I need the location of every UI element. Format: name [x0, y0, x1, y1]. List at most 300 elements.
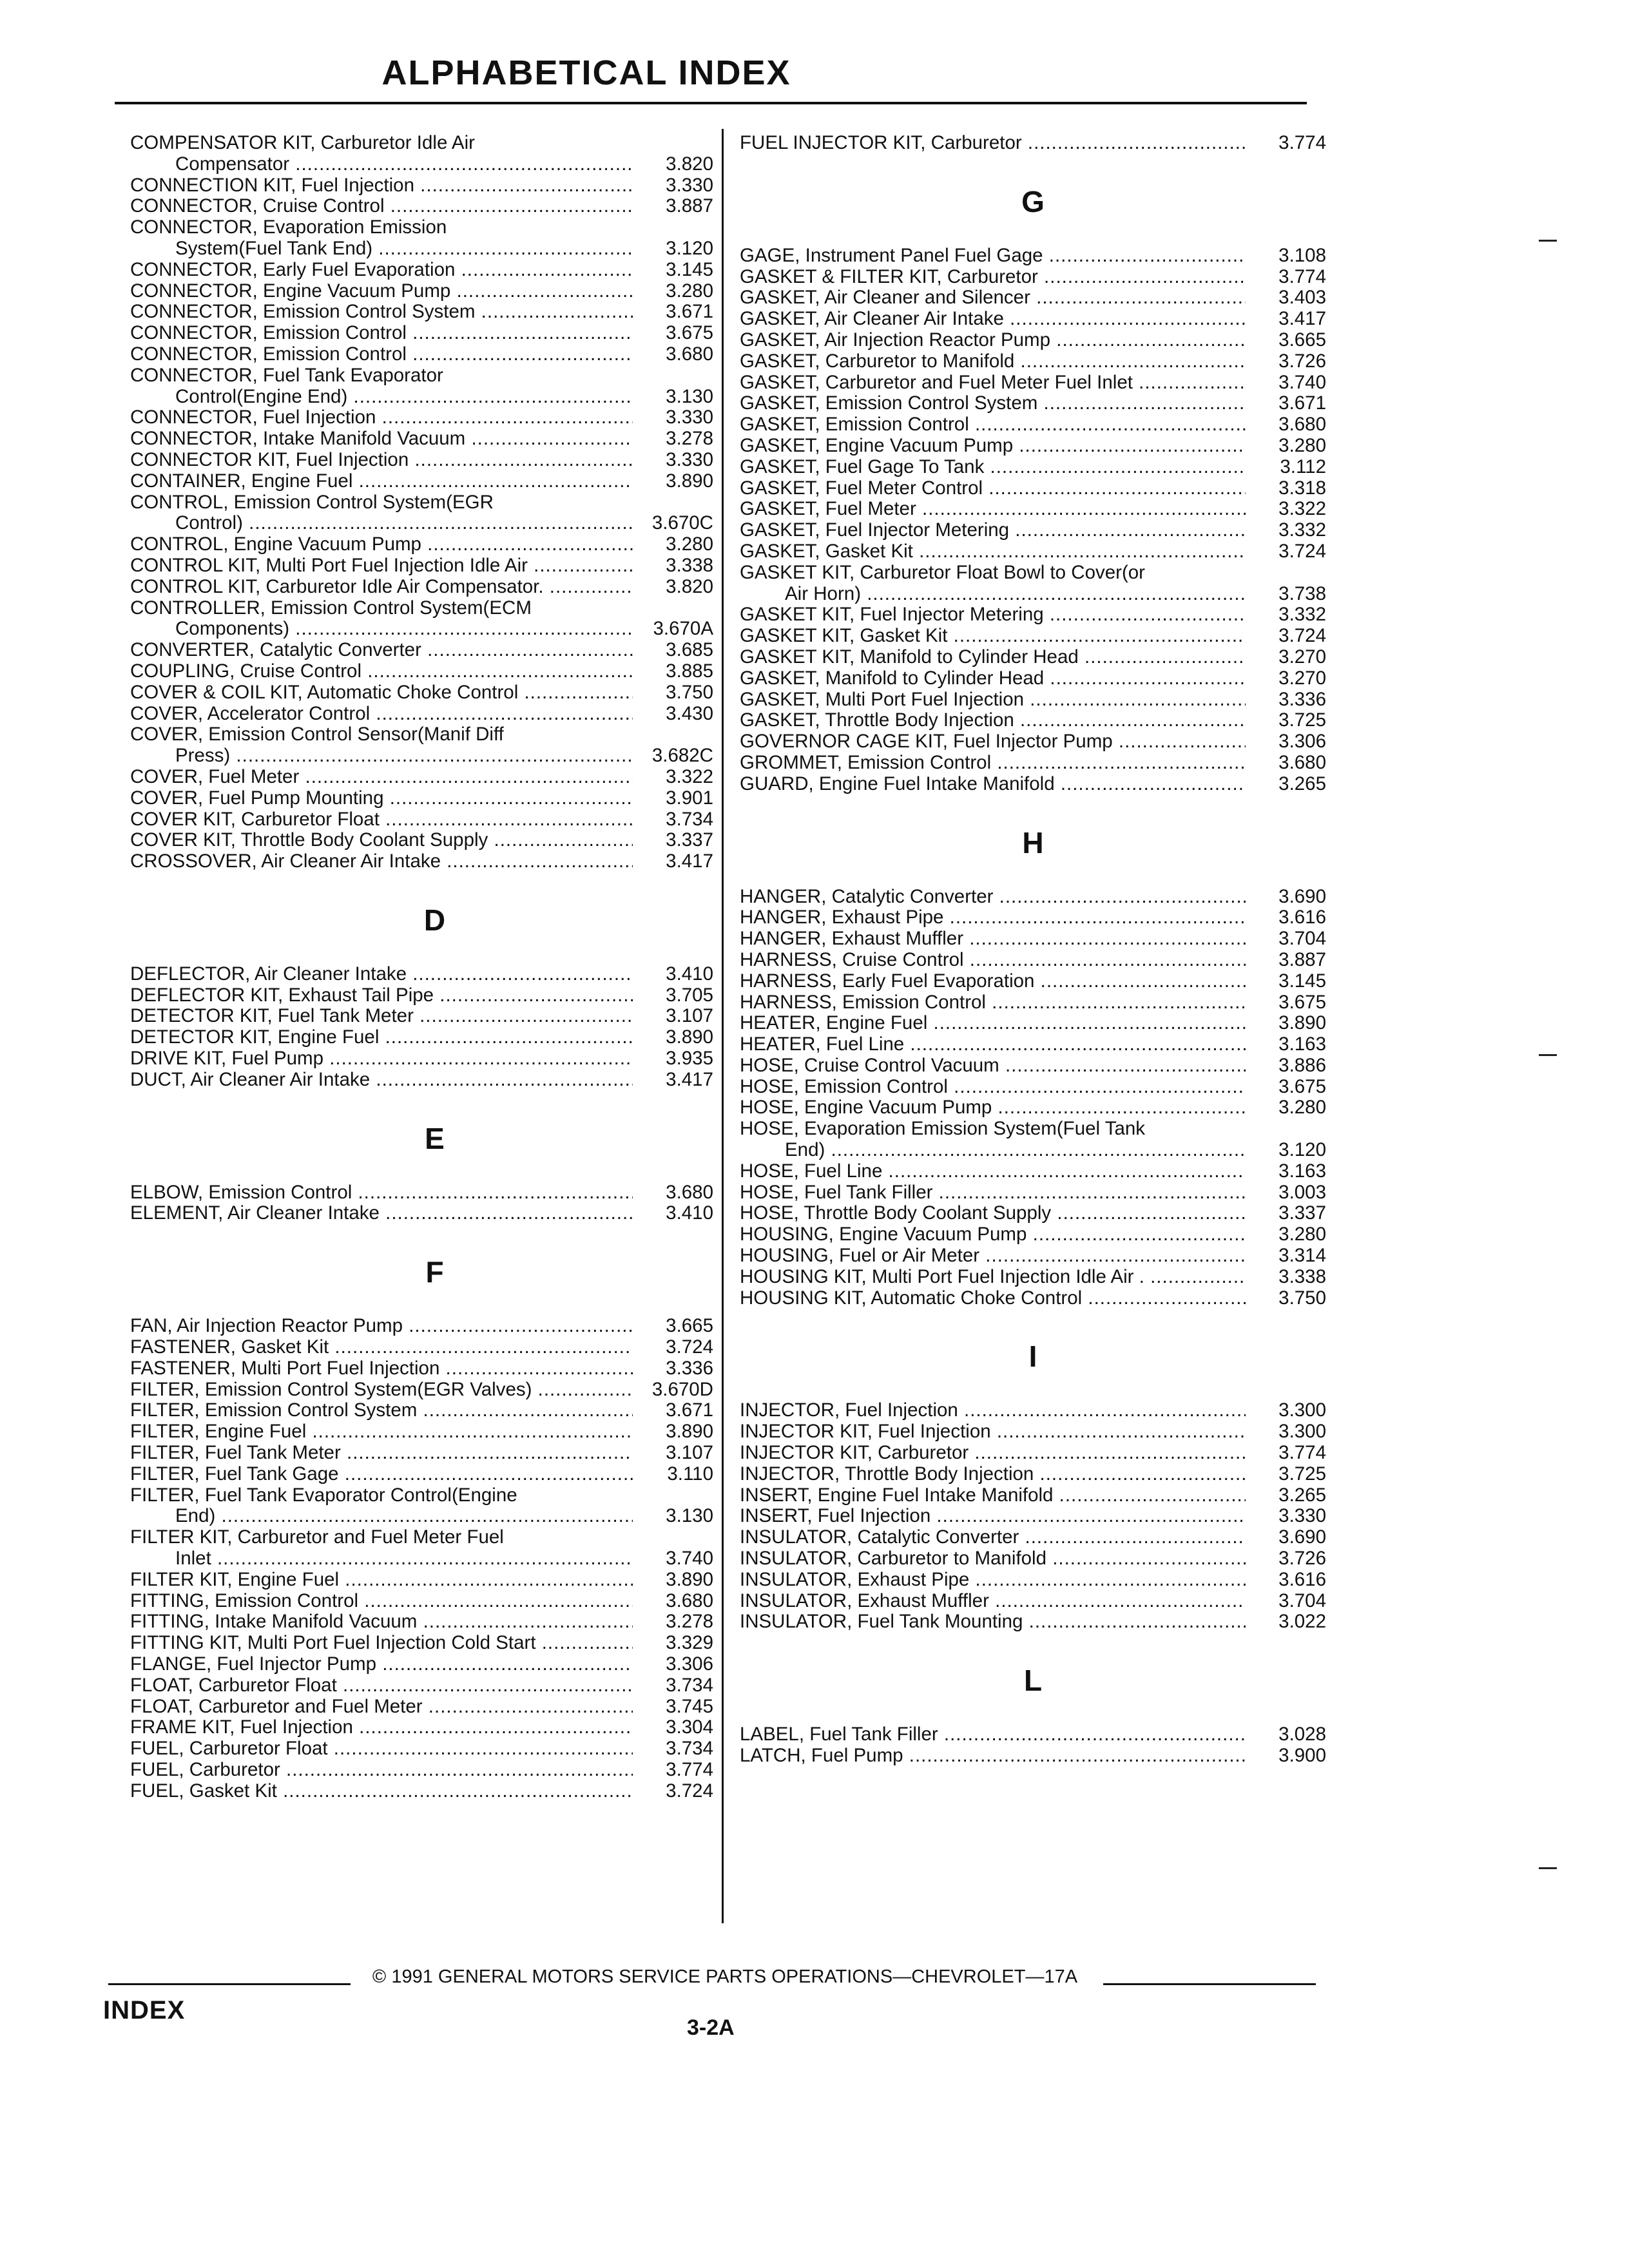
index-entry [130, 1400, 713, 1421]
entry-name: HARNESS, Early Fuel Evaporation [740, 970, 1035, 992]
index-entry [740, 562, 1326, 605]
index-entry [740, 393, 1326, 414]
entry-text [130, 851, 633, 872]
index-entry [740, 1464, 1326, 1485]
index-entry [740, 1097, 1326, 1119]
index-entry [130, 788, 713, 809]
entry-page-ref: 3.306 [1278, 731, 1326, 753]
entry-page-ref: 3.306 [666, 1653, 713, 1675]
entry-text [740, 1611, 1246, 1633]
entry-name: GAGE, Instrument Panel Fuel Gage [740, 245, 1043, 266]
index-entry [130, 1358, 713, 1379]
entry-name: DEFLECTOR KIT, Exhaust Tail Pipe [130, 985, 434, 1006]
index-entry [130, 640, 713, 661]
index-entry [740, 928, 1326, 950]
index-entry [740, 1224, 1326, 1245]
entry-text [130, 809, 633, 831]
entry-name: FASTENER, Multi Port Fuel Injection [130, 1358, 440, 1379]
index-entry [130, 1654, 713, 1675]
entry-name: CONTROL, Engine Vacuum Pump [130, 534, 421, 555]
entry-page-ref: 3.890 [666, 1421, 713, 1443]
entry-page-ref: 3.704 [1278, 1590, 1326, 1611]
margin-tick-mark [1539, 1867, 1557, 1869]
entry-text [740, 309, 1246, 330]
entry-name: FITTING, Intake Manifold Vacuum [130, 1611, 418, 1633]
entry-text [740, 604, 1246, 626]
entry-text [740, 1161, 1246, 1182]
entry-text [130, 175, 633, 197]
index-entry [130, 1337, 713, 1358]
index-entry [740, 287, 1326, 309]
entry-text [740, 1724, 1246, 1745]
entry-name: HOUSING KIT, Multi Port Fuel Injection Idle Air . [740, 1266, 1144, 1287]
entry-page-ref: 3.738 [1278, 582, 1326, 604]
entry-name: GASKET, Gasket Kit [740, 541, 913, 562]
entry-text [740, 753, 1246, 774]
entry-name: GASKET KIT, Fuel Injector Metering [740, 604, 1044, 626]
index-entry [740, 710, 1326, 731]
index-entry [740, 604, 1326, 626]
entry-page-ref: 3.685 [666, 639, 713, 661]
entry-page-ref: 3.003 [1278, 1181, 1326, 1203]
index-entry [130, 1070, 713, 1091]
entry-name: CONNECTOR, Emission Control System [130, 302, 476, 323]
entry-continuation: Control(Engine End) ..... [130, 387, 633, 408]
entry-text [130, 1316, 633, 1337]
entry-text [740, 351, 1246, 372]
entry-name: CONNECTOR, Emission Control [130, 343, 407, 365]
entry-page-ref: 3.740 [1278, 371, 1326, 393]
entry-text [740, 267, 1246, 288]
entry-name: CONNECTOR, Cruise Control [130, 196, 385, 217]
entry-text [740, 436, 1246, 457]
entry-page-ref: 3.417 [666, 850, 713, 872]
index-entry [740, 1245, 1326, 1267]
entry-page-ref: 3.336 [1278, 688, 1326, 710]
entry-text [740, 626, 1246, 647]
index-entry [740, 330, 1326, 351]
entry-text [130, 1696, 633, 1718]
entry-text [740, 689, 1246, 711]
entry-text [130, 640, 633, 661]
entry-text [130, 682, 633, 704]
entry-text [130, 1738, 633, 1760]
index-entry [740, 731, 1326, 753]
entry-name: FUEL, Gasket Kit [130, 1780, 277, 1802]
index-entry [740, 267, 1326, 288]
entry-page-ref: 3.725 [1278, 709, 1326, 731]
entry-text [130, 598, 633, 640]
entry-page-ref: 3.704 [1278, 928, 1326, 950]
entry-text [130, 1591, 633, 1612]
entry-text [740, 1097, 1246, 1119]
entry-text [740, 562, 1246, 605]
entry-page-ref: 3.885 [666, 660, 713, 682]
index-entry [740, 1119, 1326, 1161]
entry-page-ref: 3.145 [666, 258, 713, 280]
index-entry [740, 971, 1326, 992]
entry-name: INSULATOR, Exhaust Muffler [740, 1590, 989, 1611]
entry-continuation: System(Fuel Tank End) ..... [130, 238, 633, 260]
entry-name: DETECTOR KIT, Fuel Tank Meter [130, 1006, 414, 1027]
entry-name: HOSE, Cruise Control Vacuum [740, 1055, 999, 1076]
entry-text [130, 450, 633, 471]
entry-name: GASKET, Air Injection Reactor Pump [740, 329, 1051, 351]
entry-name: GOVERNOR CAGE KIT, Fuel Injector Pump [740, 731, 1113, 753]
entry-text [130, 964, 633, 985]
entry-page-ref: 3.107 [666, 1005, 713, 1027]
entry-page-ref: 3.900 [1278, 1745, 1326, 1767]
entry-text [740, 971, 1246, 992]
entry-text [740, 907, 1246, 928]
entry-name: GASKET KIT, Carburetor Float Bowl to Cover(or [740, 562, 1146, 583]
entry-page-ref: 3.750 [1278, 1287, 1326, 1309]
entry-page-ref: 3.304 [666, 1716, 713, 1738]
index-entry [130, 260, 713, 281]
entry-page-ref: 3.403 [1278, 287, 1326, 309]
section-letter-heading: L [1023, 1664, 1043, 1698]
entry-page-ref: 3.410 [666, 963, 713, 985]
index-entry [740, 1591, 1326, 1612]
index-entry [740, 753, 1326, 774]
entry-page-ref: 3.120 [666, 237, 713, 259]
entry-name: GASKET, Engine Vacuum Pump [740, 435, 1014, 456]
entry-page-ref: 3.330 [666, 174, 713, 196]
entry-continuation: Inlet ..... [130, 1548, 633, 1570]
entry-name: GASKET, Manifold to Cylinder Head [740, 668, 1045, 689]
margin-tick-mark [1539, 1054, 1557, 1056]
entry-text [740, 245, 1246, 267]
index-entry [740, 774, 1326, 795]
entry-text [130, 788, 633, 809]
index-entry [740, 414, 1326, 436]
index-entry [130, 217, 713, 260]
entry-name: FUEL INJECTOR KIT, Carburetor [740, 133, 1022, 153]
index-entry [130, 598, 713, 640]
entry-page-ref: 3.314 [1278, 1245, 1326, 1267]
entry-page-ref: 3.671 [1278, 392, 1326, 414]
entry-page-ref: 3.330 [666, 448, 713, 470]
entry-text [130, 1443, 633, 1464]
index-entry [130, 1611, 713, 1633]
entry-name: GASKET, Air Cleaner and Silencer [740, 287, 1030, 309]
entry-text [740, 668, 1246, 689]
index-entry [740, 1443, 1326, 1464]
entry-text [130, 1760, 633, 1781]
index-entry [130, 133, 713, 175]
index-entry [130, 661, 713, 682]
entry-name: CONTROLLER, Emission Control System(ECM [130, 597, 532, 619]
entry-name: INJECTOR, Fuel Injection [740, 1400, 958, 1421]
entry-text [740, 950, 1246, 971]
entry-name: LATCH, Fuel Pump [740, 1745, 903, 1767]
index-entry [130, 492, 713, 535]
index-entry [130, 1781, 713, 1802]
entry-text [740, 992, 1246, 1014]
entry-page-ref: 3.665 [666, 1315, 713, 1337]
entry-name: CONNECTOR, Engine Vacuum Pump [130, 280, 451, 302]
entry-text [130, 344, 633, 365]
index-entry [130, 1527, 713, 1570]
entry-continuation: Control) ..... [130, 513, 633, 534]
section-letter-heading: G [1021, 184, 1045, 218]
column-divider [722, 129, 724, 1923]
entry-text [740, 1013, 1246, 1034]
entry-name: INSULATOR, Exhaust Pipe [740, 1569, 970, 1590]
index-entry [740, 1034, 1326, 1055]
index-entry [740, 1527, 1326, 1548]
entry-page-ref: 3.337 [666, 829, 713, 851]
index-column-right [740, 133, 1326, 1767]
index-entry [740, 1288, 1326, 1309]
section-letter-heading: F [425, 1255, 444, 1289]
entry-page-ref: 3.901 [666, 787, 713, 809]
entry-page-ref: 3.680 [1278, 751, 1326, 773]
index-entry [740, 689, 1326, 711]
entry-name: FUEL, Carburetor [130, 1760, 280, 1780]
entry-page-ref: 3.329 [666, 1632, 713, 1654]
entry-text [130, 555, 633, 577]
margin-tick-mark [1539, 240, 1557, 242]
entry-page-ref: 3.675 [1278, 991, 1326, 1013]
entry-name: HOSE, Emission Control [740, 1076, 948, 1097]
index-entry [740, 1506, 1326, 1527]
entry-text [130, 260, 633, 281]
entry-page-ref: 3.890 [666, 470, 713, 492]
entry-page-ref: 3.935 [666, 1048, 713, 1070]
index-entry [130, 1182, 713, 1204]
index-entry [130, 534, 713, 555]
entry-name: FUEL, Carburetor Float [130, 1738, 328, 1760]
entry-name: HOSE, Evaporation Emission System(Fuel Tank [740, 1119, 1146, 1140]
entry-page-ref: 3.330 [1278, 1505, 1326, 1527]
entry-page-ref: 3.330 [666, 407, 713, 428]
entry-page-ref: 3.690 [1278, 1526, 1326, 1548]
entry-text [130, 534, 633, 555]
index-entry [130, 724, 713, 767]
entry-continuation: Components) ..... [130, 619, 633, 640]
entry-name: FITTING, Emission Control [130, 1590, 359, 1611]
index-entry [740, 1611, 1326, 1633]
entry-page-ref: 3.163 [1278, 1033, 1326, 1055]
index-entry [130, 830, 713, 851]
entry-page-ref: 3.680 [1278, 414, 1326, 436]
entry-page-ref: 3.887 [1278, 948, 1326, 970]
index-entry [130, 1379, 713, 1401]
entry-name: DRIVE KIT, Fuel Pump [130, 1048, 324, 1070]
entry-name: INSERT, Fuel Injection [740, 1506, 931, 1527]
index-entry [130, 196, 713, 217]
entry-text [740, 372, 1246, 394]
entry-text [740, 731, 1246, 753]
entry-page-ref: 3.774 [1278, 1442, 1326, 1464]
index-entry [740, 887, 1326, 908]
entry-page-ref: 3.734 [666, 808, 713, 830]
entry-name: FRAME KIT, Fuel Injection [130, 1717, 353, 1738]
entry-page-ref: 3.112 [1280, 456, 1326, 477]
index-entry [130, 1717, 713, 1738]
entry-name: ELEMENT, Air Cleaner Intake [130, 1203, 380, 1224]
index-entry [130, 555, 713, 577]
entry-page-ref: 3.890 [666, 1026, 713, 1048]
entry-text [740, 1400, 1246, 1421]
entry-text [130, 985, 633, 1006]
index-entry [740, 1485, 1326, 1506]
entry-page-ref: 3.270 [1278, 667, 1326, 689]
entry-text [740, 1119, 1246, 1161]
entry-page-ref: 3.725 [1278, 1463, 1326, 1485]
entry-page-ref: 3.820 [666, 153, 713, 175]
index-entry [740, 309, 1326, 330]
index-entry [740, 1182, 1326, 1204]
index-entry [130, 344, 713, 365]
index-entry [130, 407, 713, 428]
section-letter-heading: E [425, 1121, 445, 1155]
entry-text [130, 1400, 633, 1421]
entry-page-ref: 3.300 [1278, 1421, 1326, 1443]
entry-page-ref: 3.410 [666, 1202, 713, 1224]
entry-name: GASKET, Carburetor and Fuel Meter Fuel Inlet [740, 372, 1133, 393]
entry-text [130, 133, 633, 175]
index-entry [740, 1267, 1326, 1288]
entry-name: COVER KIT, Throttle Body Coolant Supply [130, 830, 488, 851]
entry-text [130, 1379, 633, 1401]
entry-page-ref: 3.671 [666, 301, 713, 323]
index-entry [130, 175, 713, 197]
entry-page-ref: 3.163 [1278, 1160, 1326, 1182]
index-entry [130, 1006, 713, 1027]
footer-page-number: 3-2A [687, 2015, 735, 2040]
entry-name: GROMMET, Emission Control [740, 752, 992, 773]
entry-page-ref: 3.120 [1278, 1139, 1326, 1161]
entry-name: GASKET, Throttle Body Injection [740, 710, 1014, 731]
index-entry [740, 351, 1326, 372]
entry-text [130, 1048, 633, 1070]
index-entry [130, 1760, 713, 1781]
entry-name: FILTER, Fuel Tank Gage [130, 1463, 339, 1485]
entry-page-ref: 3.300 [1278, 1399, 1326, 1421]
entry-continuation: Compensator ..... [130, 154, 633, 175]
entry-page-ref: 3.022 [1278, 1611, 1326, 1633]
entry-name: FLOAT, Carburetor and Fuel Meter [130, 1696, 423, 1717]
entry-text [130, 1421, 633, 1443]
entry-text [740, 393, 1246, 414]
entry-name: INJECTOR, Throttle Body Injection [740, 1463, 1034, 1485]
entry-page-ref: 3.740 [666, 1548, 713, 1570]
entry-text [740, 478, 1246, 499]
index-entry [130, 704, 713, 725]
entry-page-ref: 3.280 [666, 280, 713, 302]
index-entry [130, 767, 713, 788]
entry-text [740, 520, 1246, 541]
entry-name: HARNESS, Cruise Control [740, 949, 964, 970]
entry-page-ref: 3.336 [666, 1357, 713, 1379]
entry-page-ref: 3.332 [1278, 604, 1326, 626]
entry-page-ref: 3.745 [666, 1695, 713, 1717]
entry-page-ref: 3.107 [666, 1442, 713, 1464]
entry-name: COVER, Emission Control Sensor(Manif Diff [130, 724, 504, 745]
entry-name: CONVERTER, Catalytic Converter [130, 640, 421, 661]
entry-name: FASTENER, Gasket Kit [130, 1337, 329, 1358]
entry-text [740, 1548, 1246, 1570]
entry-page-ref: 3.774 [666, 1759, 713, 1780]
entry-name: CONNECTOR, Fuel Injection [130, 407, 376, 428]
entry-text [740, 457, 1246, 478]
index-column-left [130, 133, 713, 1802]
entry-name: COMPENSATOR KIT, Carburetor Idle Air [130, 133, 475, 153]
entry-name: GASKET, Fuel Meter [740, 499, 916, 520]
entry-name: CONNECTOR, Early Fuel Evaporation [130, 259, 456, 280]
entry-text [130, 217, 633, 260]
entry-page-ref: 3.616 [1278, 1568, 1326, 1590]
entry-name: FITTING KIT, Multi Port Fuel Injection Cold Start [130, 1633, 536, 1654]
entry-name: LABEL, Fuel Tank Filler [740, 1724, 938, 1745]
index-entry [740, 478, 1326, 499]
entry-name: GASKET, Multi Port Fuel Injection [740, 689, 1025, 710]
entry-name: ELBOW, Emission Control [130, 1182, 352, 1203]
entry-page-ref: 3.724 [1278, 540, 1326, 562]
entry-text [130, 724, 633, 767]
entry-page-ref: 3.724 [666, 1780, 713, 1802]
entry-page-ref: 3.682C [651, 745, 713, 767]
entry-page-ref: 3.110 [667, 1463, 713, 1485]
entry-page-ref: 3.774 [1278, 132, 1326, 153]
entry-page-ref: 3.705 [666, 984, 713, 1006]
entry-page-ref: 3.417 [1278, 308, 1326, 330]
index-entry [130, 577, 713, 598]
entry-text [740, 1506, 1246, 1527]
page-title: ALPHABETICAL INDEX [381, 53, 791, 92]
index-entry [740, 1421, 1326, 1443]
entry-name: CONNECTOR, Fuel Tank Evaporator [130, 365, 443, 386]
entry-text [130, 661, 633, 682]
entry-name: INJECTOR KIT, Carburetor [740, 1443, 969, 1464]
entry-name: CONTROL KIT, Carburetor Idle Air Compensator. [130, 576, 544, 597]
entry-text [130, 1485, 633, 1528]
entry-text [740, 1570, 1246, 1591]
entry-page-ref: 3.278 [666, 1611, 713, 1633]
entry-text [740, 414, 1246, 436]
entry-text [130, 1358, 633, 1379]
entry-name: HOUSING KIT, Automatic Choke Control [740, 1287, 1083, 1309]
entry-page-ref: 3.145 [1278, 970, 1326, 992]
entry-name: GASKET, Emission Control System [740, 393, 1038, 414]
index-entry [130, 1443, 713, 1464]
entry-page-ref: 3.724 [666, 1336, 713, 1358]
index-entry [130, 302, 713, 323]
index-entry [130, 1203, 713, 1224]
entry-name: FILTER, Engine Fuel [130, 1421, 307, 1443]
entry-page-ref: 3.270 [1278, 646, 1326, 668]
entry-name: COVER, Fuel Meter [130, 766, 300, 787]
entry-name: GASKET, Fuel Meter Control [740, 477, 983, 499]
index-entry [740, 457, 1326, 478]
index-entry [740, 520, 1326, 541]
index-entry [740, 950, 1326, 971]
index-entry [740, 1400, 1326, 1421]
entry-text [740, 1591, 1246, 1612]
entry-text [740, 1288, 1246, 1309]
entry-name: HOSE, Engine Vacuum Pump [740, 1097, 992, 1119]
index-entry [130, 1485, 713, 1528]
entry-page-ref: 3.028 [1278, 1724, 1326, 1745]
entry-text [740, 1224, 1246, 1245]
entry-name: COVER & COIL KIT, Automatic Choke Control [130, 682, 519, 703]
index-entry [130, 964, 713, 985]
entry-text [130, 407, 633, 428]
entry-name: CROSSOVER, Air Cleaner Air Intake [130, 851, 441, 872]
index-entry [740, 372, 1326, 394]
